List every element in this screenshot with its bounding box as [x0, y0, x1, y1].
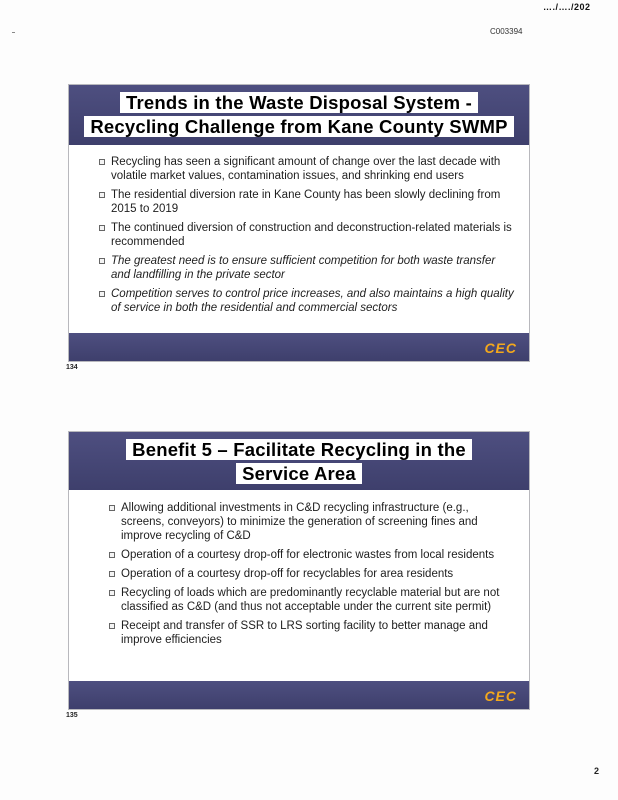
bullet-item: Receipt and transfer of SSR to LRS sorting facility to better manage and improve efficiencies	[109, 619, 515, 647]
bullet-item: Competition serves to control price increases, and also maintains a high quality of service in both the residential and commercial sectors	[99, 287, 515, 315]
bullet-item: The continued diversion of construction and deconstruction-related materials is recommended	[99, 221, 515, 249]
slide-1-number: 134	[66, 364, 78, 371]
slide-2-number: 135	[66, 712, 78, 719]
slide-1-bullet-list	[69, 145, 529, 315]
slide-1-title-line-1: Trends in the Waste Disposal System -	[120, 92, 478, 113]
scan-speck	[12, 32, 15, 33]
bullet-item: Recycling has seen a significant amount of change over the last decade with volatile market values, contamination issues, and shrinking end users	[99, 155, 515, 183]
cec-logo: CEC	[484, 688, 517, 704]
slide-1-title-band	[69, 85, 529, 145]
slide-2-title-line-2: Service Area	[236, 463, 362, 484]
bullet-item: Operation of a courtesy drop-off for recyclables for area residents	[109, 567, 515, 581]
bullet-item: Operation of a courtesy drop-off for electronic wastes from local residents	[109, 548, 515, 562]
slide-2	[68, 431, 530, 710]
cec-logo: CEC	[484, 340, 517, 356]
document-code: C003394	[490, 27, 523, 36]
slide-1-footer	[69, 333, 529, 361]
bullet-item: Recycling of loads which are predominantly recyclable material but are not classified as C&D (and thus not acceptable under the current site permit)	[109, 586, 515, 614]
slide-2-bullet-list	[69, 490, 529, 647]
slide-1	[68, 84, 530, 362]
slide-2-title-line-1: Benefit 5 – Facilitate Recycling in the	[126, 439, 472, 460]
date-stamp: …./…./202	[543, 2, 591, 12]
slide-2-title-band	[69, 432, 529, 490]
bullet-item: Allowing additional investments in C&D recycling infrastructure (e.g., screens, conveyors) to minimize the generation of screening fines and improve recycling of C&D	[109, 501, 515, 543]
bullet-item: The greatest need is to ensure sufficient competition for both waste transfer and landfilling in the private sector	[99, 254, 515, 282]
slide-1-title-line-2: Recycling Challenge from Kane County SWMP	[84, 116, 513, 137]
slide-2-footer	[69, 681, 529, 709]
page-number: 2	[594, 766, 600, 776]
bullet-item: The residential diversion rate in Kane County has been slowly declining from 2015 to 2019	[99, 188, 515, 216]
